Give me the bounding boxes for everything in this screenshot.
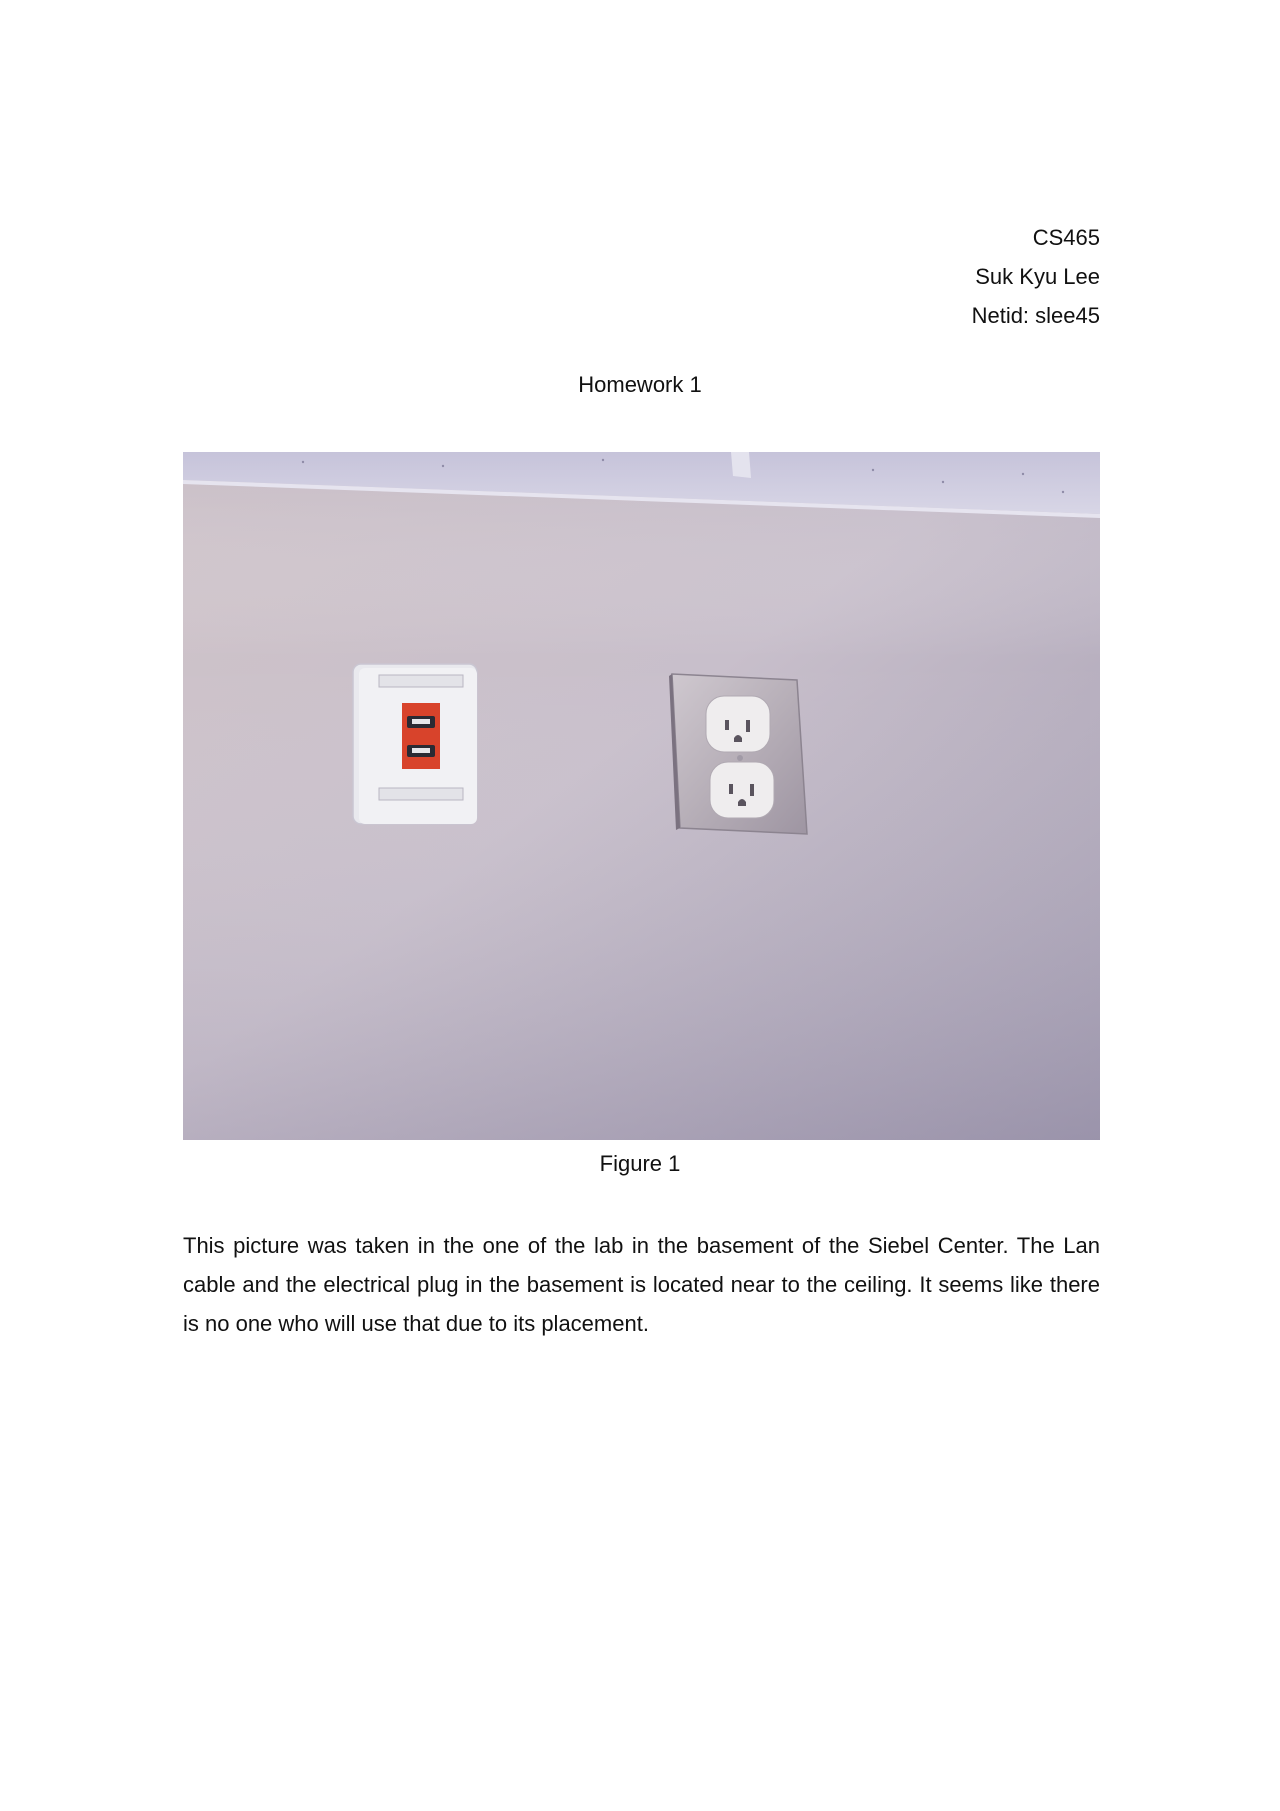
netid: Netid: slee45 bbox=[971, 303, 1100, 328]
receptacle-bottom bbox=[710, 762, 774, 818]
receptacle-top bbox=[706, 696, 770, 752]
body-paragraph: This picture was taken in the one of the lab in the basement of the Siebel Center. The Lan cable and the electrical plug in the basement is located near to the ceiling. It seems like there is no one who will use that due to its placement. bbox=[183, 1233, 1100, 1336]
figure-caption: Figure 1 bbox=[599, 1151, 681, 1176]
electrical-outlet bbox=[669, 674, 807, 834]
course-code: CS465 bbox=[1032, 225, 1100, 250]
header-block bbox=[972, 218, 1100, 335]
author-name: Suk Kyu Lee bbox=[975, 264, 1100, 289]
network-jack-plate bbox=[353, 664, 477, 824]
document-title: Homework 1 bbox=[578, 372, 702, 397]
figure-photo bbox=[183, 452, 1100, 1140]
